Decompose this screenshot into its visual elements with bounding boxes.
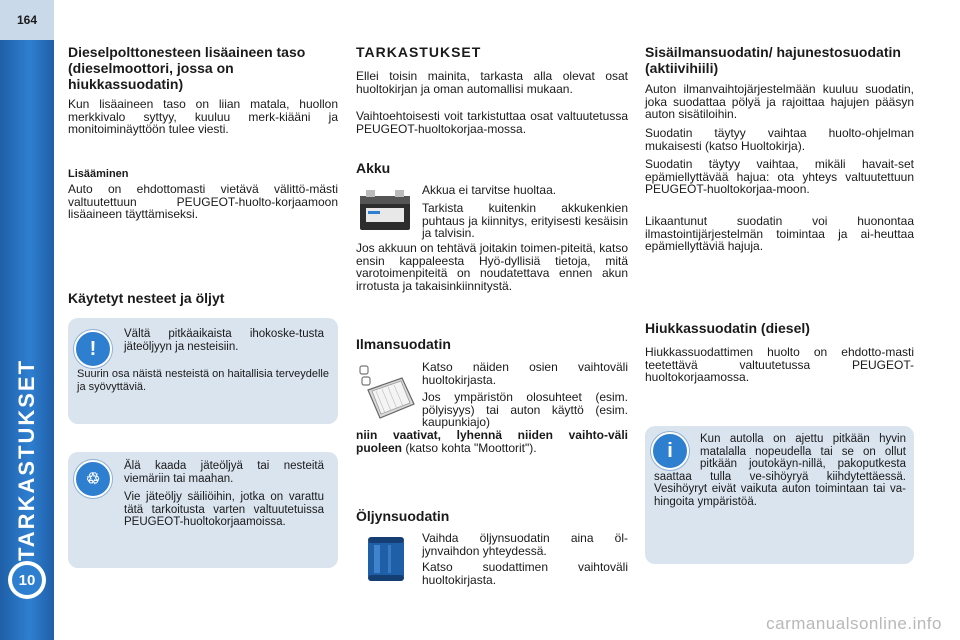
air-filter-reference: (katso kohta "Moottorit"). bbox=[402, 440, 537, 455]
info-note bbox=[645, 426, 914, 564]
adding-body: Auto on ehdottomasti vietävä välittö-mästi valtuutettuun PEUGEOT-huolto-korjaamoon lisäaineen täyttämiseksi. bbox=[68, 182, 338, 221]
cabin-filter-text-2: Suodatin täytyy vaihtaa huolto-ohjelman mukaisesti (katso Huoltokirja). bbox=[645, 126, 914, 153]
recycle-icon: ♲ bbox=[74, 460, 112, 498]
info-icon: i bbox=[651, 432, 689, 470]
info-note-body: Kun autolla on ajettu pitkään hyvin matalalla nopeudella tai se on ollut pitkään joutokäyn-nillä, pakoputkesta saattaa tulla ve-sihöyryä kiihdytettäessä. Vesihöyryt eivät vaikuta auton toimintaan tai va-hingoita ympäristöä. bbox=[654, 433, 906, 508]
oil-filter-icon bbox=[366, 533, 406, 590]
environment-note-text-b: Vie jäteöljy säiliöihin, jotka on varattu tätä tarkoitusta varten valtuutetuissa PEUGEOT-huoltokorjaamoissa. bbox=[124, 491, 324, 528]
environment-note-text-a: Älä kaada jäteöljyä tai nesteitä viemäriin tai maahan. bbox=[124, 460, 324, 485]
checks-title: TARKASTUKSET bbox=[356, 44, 482, 60]
additive-heading: Dieselpolttonesteen lisäaineen taso (dieselmoottori, jossa on hiukkassuodatin) bbox=[68, 44, 306, 92]
air-filter-heading: Ilmansuodatin bbox=[356, 336, 451, 352]
battery-text-1: Akkua ei tarvitse huoltaa. bbox=[422, 183, 557, 197]
chapter-badge bbox=[8, 561, 46, 599]
page-number: 164 bbox=[0, 0, 54, 40]
battery-text-3: Jos akkuun on tehtävä joitakin toimen-piteitä, katso ensin kappaleesta Hyö-dyllisiä tietoja, mitä varotoimenpiteitä on noudatettava ennen akun irrotusta ja takaisinkiinnitystä. bbox=[356, 241, 628, 293]
air-filter-text-1: Katso näiden osien vaihtoväli huoltokirjasta. bbox=[422, 360, 628, 387]
checks-intro-2: Vaihtoehtoisesti voit tarkistuttaa osat valtuutetussa PEUGEOT-huoltokorjaa-mossa. bbox=[356, 109, 628, 136]
air-filter-emphasis: niin vaativat, lyhennä niiden vaihto-väli puoleen bbox=[356, 428, 628, 455]
fluids-heading: Käytetyt nesteet ja öljyt bbox=[68, 290, 225, 306]
battery-heading: Akku bbox=[356, 160, 391, 176]
warning-icon: ! bbox=[74, 330, 112, 368]
warning-note-text-b: Suurin osa näistä nesteistä on haitallisia terveydelle ja syövyttäviä. bbox=[77, 368, 329, 393]
watermark: carmanualsonline.info bbox=[766, 614, 942, 633]
cabin-filter-text-4: Likaantunut suodatin voi huonontaa ilmastointijärjestelmän toimintaa ja ai-heuttaa epämiellyttäviä hajuja. bbox=[645, 214, 914, 253]
chapter-number: 10 bbox=[12, 565, 42, 595]
info-note-text bbox=[654, 433, 906, 508]
oil-filter-heading: Öljynsuodatin bbox=[356, 508, 450, 524]
battery-icon bbox=[358, 186, 412, 237]
particle-filter-text: Hiukkassuodattimen huolto on ehdotto-masti teetettävä valtuutetussa PEUGEOT-huoltokorjaamossa. bbox=[645, 345, 914, 384]
battery-text-2: Tarkista kuitenkin akkukenkien puhtaus ja kiinnitys, erityisesti kesäisin ja talvisin. bbox=[422, 201, 628, 240]
environment-note bbox=[68, 452, 338, 568]
warning-note-text-a: Vältä pitkäaikaista ihokoske-tusta jäteöljyyn ja nesteisiin. bbox=[124, 328, 324, 353]
warning-note bbox=[68, 318, 338, 424]
air-filter-text-2: Jos ympäristön olosuhteet (esim. pölyisyys) tai auton käyttö (esim. kaupunkiajo) bbox=[422, 390, 628, 429]
checks-intro-1: Ellei toisin mainita, tarkasta alla olevat osat huoltokirjan ja oman automallisi mukaan. bbox=[356, 69, 628, 96]
oil-filter-text-1: Vaihda öljynsuodatin aina öl-jynvaihdon yhteydessä. bbox=[422, 531, 628, 558]
adding-heading: Lisääminen bbox=[68, 168, 129, 180]
chapter-title: TARKASTUKSET bbox=[14, 358, 39, 562]
air-filter-icon bbox=[358, 364, 416, 427]
additive-body: Kun lisäaineen taso on liian matala, huollon merkkivalo syttyy, kuuluu merk-kiääni ja monitoiminäyttöön tulee viesti. bbox=[68, 97, 338, 136]
cabin-filter-heading: Sisäilmansuodatin/ hajunestosuodatin (aktiivihiili) bbox=[645, 44, 901, 76]
oil-filter-text-2: Katso suodattimen vaihtoväli huoltokirjasta. bbox=[422, 560, 628, 587]
cabin-filter-text-3: Suodatin täytyy vaihtaa, mikäli havait-set epämiellyttävää hajua: ota yhteys valtuutettuun PEUGEOT-huoltokorjaa-moon. bbox=[645, 157, 914, 196]
air-filter-text-3 bbox=[356, 429, 628, 454]
cabin-filter-text-1: Auton ilmanvaihtojärjestelmään kuuluu suodatin, joka suodattaa pölyä ja rajoittaa hajujen pääsyn auton sisätiloihin. bbox=[645, 82, 914, 121]
particle-filter-heading: Hiukkassuodatin (diesel) bbox=[645, 320, 810, 336]
